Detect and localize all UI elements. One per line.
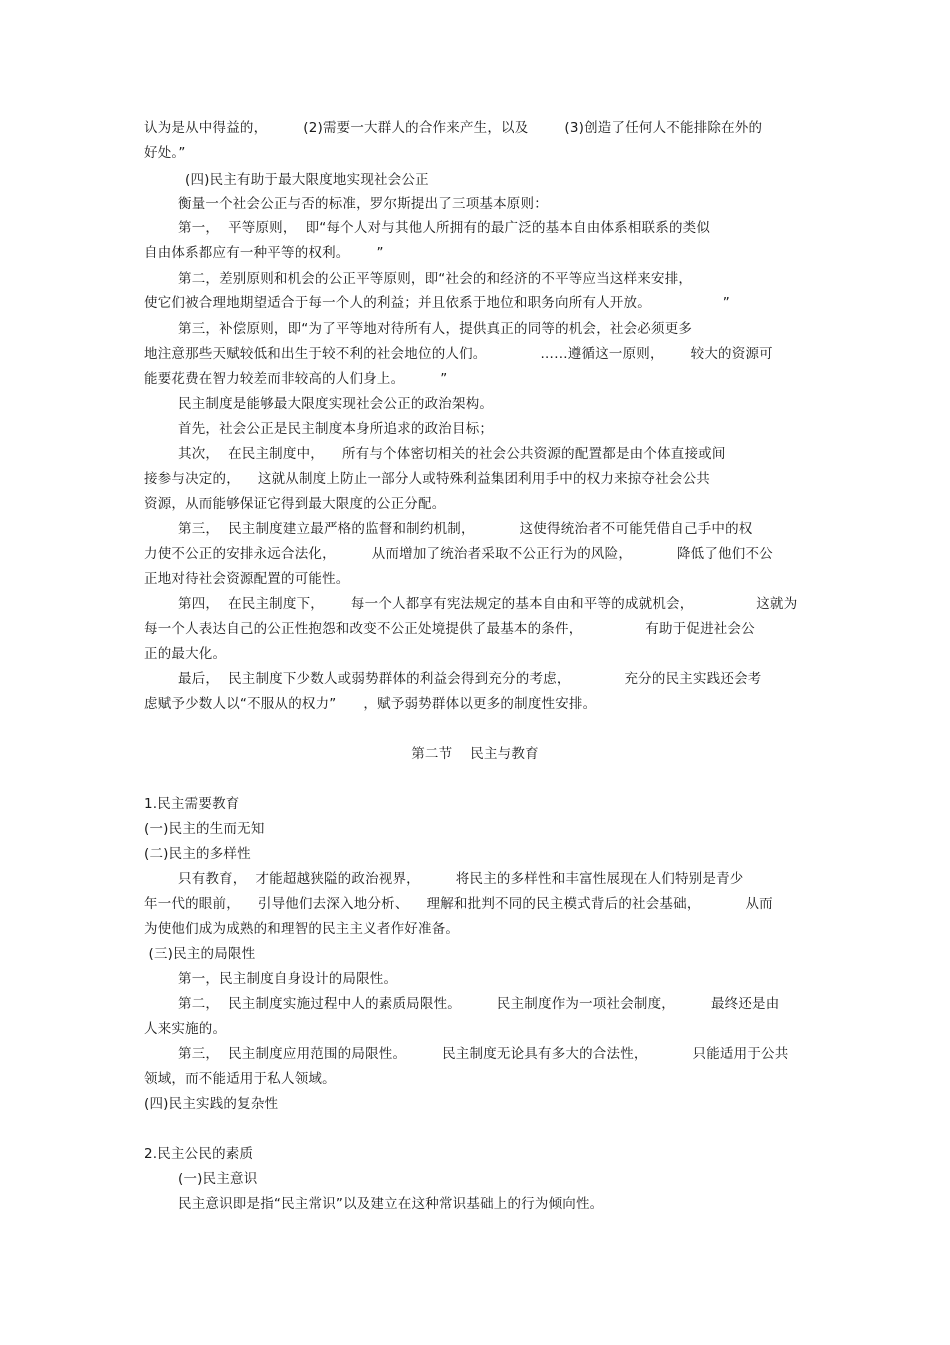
text-line: 正的最大化。 — [144, 646, 227, 662]
subheading: (三)民主的局限性 — [144, 946, 256, 962]
section-heading: (四)民主有助于最大限度地实现社会公正 — [185, 172, 429, 188]
text-line: 第四， 在民主制度下， 每一个人都享有宪法规定的基本自由和平等的成就机会， 这就为 — [178, 596, 798, 612]
text-line: 虑赋予少数人以“不服从的权力” ，赋予弱势群体以更多的制度性安排。 — [144, 696, 597, 712]
text-line: 其次， 在民主制度中， 所有与个体密切相关的社会公共资源的配置都是由个体直接或间 — [178, 446, 726, 462]
text-line: 资源，从而能够保证它得到最大限度的公正分配。 — [144, 496, 446, 512]
numbered-heading: 2.民主公民的素质 — [144, 1146, 254, 1162]
text-line: 第一， 平等原则， 即“每个人对与其他人所拥有的最广泛的基本自由体系相联系的类似 — [178, 220, 711, 236]
text-line: 民主意识即是指“民主常识”以及建立在这种常识基础上的行为倾向性。 — [178, 1196, 604, 1212]
subheading: (二)民主的多样性 — [144, 846, 251, 862]
text-line: 衡量一个社会公正与否的标准，罗尔斯提出了三项基本原则： — [178, 196, 548, 212]
text-line: 地注意那些天赋较低和出生于较不利的社会地位的人们。 ……遵循这一原则， 较大的资源可 — [144, 346, 773, 362]
text-line: 好处。” — [144, 145, 186, 161]
subheading: (四)民主实践的复杂性 — [144, 1096, 279, 1112]
text-line: 第三，补偿原则，即“为了平等地对待所有人，提供真正的同等的机会，社会必须更多 — [178, 321, 693, 337]
text-line: 最后， 民主制度下少数人或弱势群体的利益会得到充分的考虑， 充分的民主实践还会考 — [178, 671, 762, 687]
text-line: 力使不公正的安排永远合法化， 从而增加了统治者采取不公正行为的风险， 降低了他们不公 — [144, 546, 773, 562]
text-line: 认为是从中得益的， (2)需要一大群人的合作来产生，以及 (3)创造了任何人不能排除在外的 — [144, 120, 763, 136]
text-line: 第一，民主制度自身设计的局限性。 — [178, 971, 398, 987]
text-line: 领域，而不能适用于私人领域。 — [144, 1071, 336, 1087]
text-line: 年一代的眼前， 引导他们去深入地分析、 理解和批判不同的民主模式背后的社会基础， 从而 — [144, 896, 773, 912]
text-line: 第三， 民主制度建立最严格的监督和制约机制， 这使得统治者不可能凭借自己手中的权 — [178, 521, 753, 537]
numbered-heading: 1.民主需要教育 — [144, 796, 240, 812]
subheading: (一)民主的生而无知 — [144, 821, 265, 837]
subheading: (一)民主意识 — [178, 1171, 258, 1187]
section-title: 第二节 民主与教育 — [411, 746, 539, 762]
text-line: 第二， 民主制度实施过程中人的素质局限性。 民主制度作为一项社会制度， 最终还是由 — [178, 996, 780, 1012]
text-line: 接参与决定的， 这就从制度上防止一部分人或特殊利益集团利用手中的权力来掠夺社会公共 — [144, 471, 710, 487]
text-line: 正地对待社会资源配置的可能性。 — [144, 571, 350, 587]
text-line: 人来实施的。 — [144, 1021, 227, 1037]
text-line: 首先，社会公正是民主制度本身所追求的政治目标； — [178, 421, 494, 437]
text-line: 自由体系都应有一种平等的权利。 ” — [144, 245, 384, 261]
text-line: 只有教育， 才能超越狭隘的政治视界， 将民主的多样性和丰富性展现在人们特别是青少 — [178, 871, 744, 887]
text-line: 每一个人表达自己的公正性抱怨和改变不公正处境提供了最基本的条件， 有助于促进社会公 — [144, 621, 755, 637]
text-line: 能要花费在智力较差而非较高的人们身上。 ” — [144, 371, 448, 387]
text-line: 民主制度是能够最大限度实现社会公正的政治架构。 — [178, 396, 494, 412]
text-line: 第三， 民主制度应用范围的局限性。 民主制度无论具有多大的合法性， 只能适用于公共 — [178, 1046, 789, 1062]
text-line: 为使他们成为成熟的和理智的民主主义者作好准备。 — [144, 921, 460, 937]
text-line: 使它们被合理地期望适合于每一个人的利益；并且依系于地位和职务向所有人开放。 ” — [144, 295, 730, 311]
text-line: 第二，差别原则和机会的公正平等原则，即“社会的和经济的不平等应当这样来安排， — [178, 271, 693, 287]
